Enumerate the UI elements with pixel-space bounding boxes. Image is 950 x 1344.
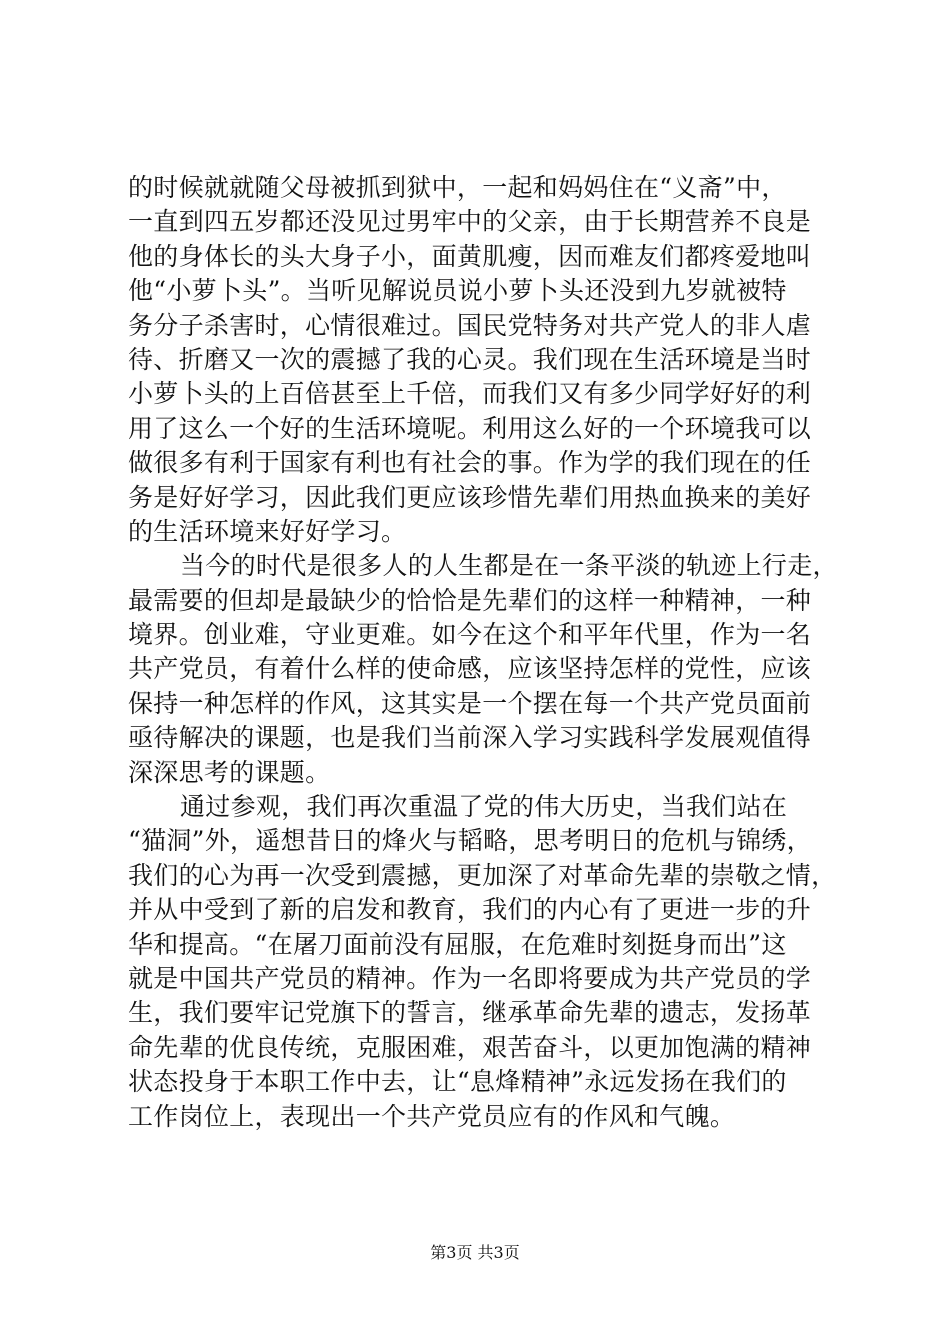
text-line: 保持一种怎样的作风，这其实是一个摆在每一个共产党员面前 — [128, 688, 812, 718]
text-line: 华和提高。“在屠刀面前没有屈服，在危难时刻挺身而出”这 — [128, 929, 787, 959]
text-line: 的生活环境来好好学习。 — [128, 516, 407, 546]
text-line: 做很多有利于国家有利也有社会的事。作为学的我们现在的任 — [128, 448, 812, 478]
text-line: 深深思考的课题。 — [128, 757, 331, 787]
text-line: 小萝卜头的上百倍甚至上千倍，而我们又有多少同学好好的利 — [128, 379, 812, 409]
text-line: 待、折磨又一次的震撼了我的心灵。我们现在生活环境是当时 — [128, 344, 812, 374]
text-line: 的时候就就随父母被抓到狱中，一起和妈妈住在“义斋”中， — [128, 173, 787, 202]
text-line: 共产党员，有着什么样的使命感，应该坚持怎样的党性，应该 — [128, 654, 812, 684]
text-line: 工作岗位上，表现出一个共产党员应有的作风和气魄。 — [128, 1101, 736, 1131]
text-line: 就是中国共产党员的精神。作为一名即将要成为共产党员的学 — [128, 963, 812, 993]
text-line: 通过参观，我们再次重温了党的伟大历史，当我们站在 — [180, 792, 788, 822]
text-line: 最需要的但却是最缺少的恰恰是先辈们的这样一种精神，一种 — [128, 585, 812, 615]
text-line: 命先辈的优良传统，克服困难，艰苦奋斗，以更加饱满的精神 — [128, 1032, 812, 1062]
paragraph — [128, 549, 840, 790]
text-line: 并从中受到了新的启发和教育，我们的内心有了更进一步的升 — [128, 895, 812, 925]
text-line: 当今的时代是很多人的人生都是在一条平淡的轨迹上行走， — [180, 551, 838, 581]
text-line: 一直到四五岁都还没见过男牢中的父亲，由于长期营养不良是 — [128, 207, 812, 237]
text-line: “猫洞”外，遥想昔日的烽火与韬略，思考明日的危机与锦绣， — [128, 826, 812, 856]
text-line: 境界。创业难，守业更难。如今在这个和平年代里，作为一名 — [128, 620, 812, 650]
text-line: 亟待解决的课题，也是我们当前深入学习实践科学发展观值得 — [128, 723, 812, 753]
text-line: 他的身体长的头大身子小，面黄肌瘦，因而难友们都疼爱地叫 — [128, 241, 812, 271]
body-text — [128, 171, 840, 1134]
page-footer: 第3页 共3页 — [430, 1243, 520, 1262]
paragraph — [128, 171, 840, 549]
text-line: 我们的心为再一次受到震撼，更加深了对革命先辈的崇敬之情， — [128, 860, 837, 890]
text-line: 他“小萝卜头”。当听见解说员说小萝卜头还没到九岁就被特 — [128, 276, 787, 306]
text-line: 生，我们要牢记党旗下的誓言，继承革命先辈的遗志，发扬革 — [128, 998, 812, 1028]
text-line: 状态投身于本职工作中去，让“息烽精神”永远发扬在我们的 — [128, 1067, 787, 1097]
text-line: 务分子杀害时，心情很难过。国民党特务对共产党人的非人虐 — [128, 310, 812, 340]
paragraph — [128, 790, 840, 1134]
text-line: 用了这么一个好的生活环境呢。利用这么好的一个环境我可以 — [128, 413, 812, 443]
text-line: 务是好好学习，因此我们更应该珍惜先辈们用热血换来的美好 — [128, 482, 812, 512]
